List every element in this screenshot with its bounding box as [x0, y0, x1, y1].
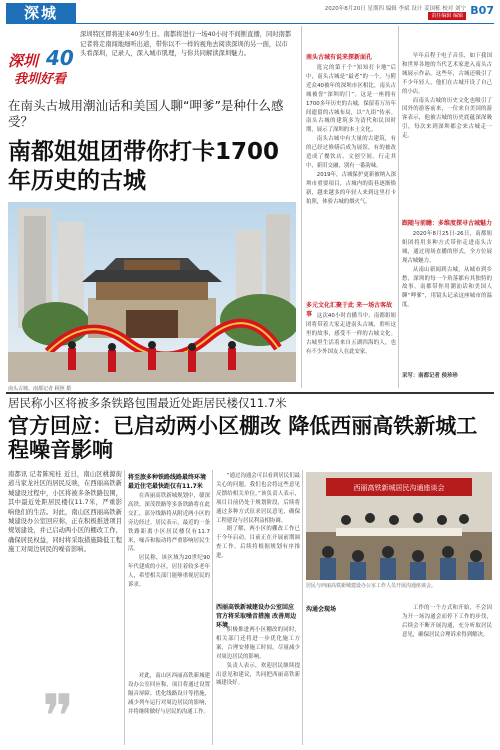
- second-column-a: [128, 492, 210, 590]
- column-divider: [212, 470, 213, 745]
- paragraph: 2020年8月25日-26日，南都姐姐团将用多种方式带你走进南头古城，通过现场直播的形式，全方位展现古城魅力。: [402, 231, 492, 264]
- section-label: 深城: [6, 3, 76, 23]
- paragraph: 这次40小时直播当中，南都姐姐团将带着大家走进南头古城，聆听这里的故事，感受不一样的古城文化。古城里生活着来自五湖四海的人，也有不少外国友人在此安家。: [306, 313, 396, 355]
- paragraph: 逛完的第千个“知知打卡地”后中，南头古城是“最老”的一个。与附近众40被年的深圳市区相比，南头古城被誉“深圳的门”。这是一座拥有1700多年历史的古城，保留着万历年间遗留的古城布局，以“九街”传承。南头古城的建筑多为清代和民国时期，展示了深圳的本土文化。: [306, 65, 396, 134]
- second-subhead-2: 西丽高铁新城建设办公室回应 官方将采取噪音措施 改善周边环境: [216, 604, 297, 629]
- paragraph: 负责人表示，欢迎居民继续提出意见和建议，共同把西丽高铁新城建设好。: [216, 662, 300, 687]
- paragraph: 从南山新闻到古城，从城市到乡愁，深圳的每一个角落都有其独特的故事。南都带你用潮汕话和美国人聊“呷爹”，用镜头记录这座城市的温度。: [402, 266, 492, 309]
- lead-subhead-1: 南头古城有说来探新面孔: [306, 54, 373, 61]
- second-column-b: [216, 472, 300, 561]
- second-subhead-1: 将至旅多种铁路线路最终环境 最近住宅最快距仅有11.7米: [128, 474, 207, 490]
- series-logo: [8, 46, 74, 90]
- second-column-a2: [128, 672, 210, 717]
- paragraph: 工作的一个方式和开始，不会因为开一场沟通会而停下工作的步伐，后续会不断开展沟通，充分听取居民意见，确保居民合理诉求得到解决。: [402, 605, 492, 638]
- paragraph: 积极推进两小区棚改的同时，相关部门还将进一步优化施工方案，合理安排施工时间，尽量减少对周边居民的影响。: [216, 627, 300, 660]
- second-headline: 官方回应：已启动两小区棚改 降低西丽高铁新城工程噪音影响: [8, 414, 478, 462]
- column-divider: [301, 26, 302, 388]
- paragraph: 南头古城中有大量的古建筑，有的已经过修缮后成为展馆，有的被改造成了餐饮店、文创空间。行走其中，新旧交融，别有一番韵味。: [306, 136, 396, 169]
- lead-photo-caption: 南头古城。南都记者 顾照 摄: [8, 386, 72, 392]
- paragraph: 对此，南山区西丽高铁新城建设办公室回应称，项目将通过设置隔音屏障、优化线路设计等措施，减少列车运行对周边居民的影响，并将继续做好与居民的沟通工作。: [128, 673, 210, 715]
- series-intro: 深圳特区即将迎来40岁生日。南都将进行一场40小时不间断直播，同时南都记者将走南闯地细听出道，带你以不一样的视角去阅读深圳的另一面，以市头看深圳，记录人，深入城市肌理，与你共同解读深圳魅力。: [80, 31, 292, 58]
- meeting-room-photo: [306, 472, 492, 580]
- second-column-c: [216, 626, 300, 688]
- lead-headline: 南都姐姐团带你打卡1700年历史的古城: [8, 139, 280, 194]
- paragraph: 早年启程于电子音乐，如下我国和世界各地的当代艺术家进入南头古城展示作品。这些年，古城还吸引了不少年轻人，他们在古城开设了自己的小店。: [402, 53, 492, 95]
- lead-subhead-3: 跟随与前瞻：多维度探寻古城魅力: [402, 220, 493, 227]
- page-number: B07: [470, 4, 494, 17]
- lead-kicker: 在南头古城用潮汕话和美国人聊“呷爹”是种什么感受？: [8, 98, 284, 129]
- second-column-d: [402, 604, 492, 640]
- paragraph: 据了解，两小区的棚改工作已于今年启动，目前正在开展前期调查工作，后续将根据规划有序推进。: [216, 526, 300, 560]
- meeting-banner-text: 西丽高铁新城居民沟通座谈会: [353, 484, 445, 492]
- column-divider: [398, 26, 399, 388]
- paragraph: 2019年，古城保护更新被纳入深圳市重要项目，古城内的街巷逐渐焕新，越来越多的年轻人来到这里打卡拍照，体验古城的烟火气。: [306, 171, 396, 205]
- second-kicker: 居民称小区将被多条铁路包围最近处距居民楼仅11.7米: [8, 396, 287, 410]
- lead-photo: [8, 202, 296, 382]
- dateline: 2020年8月20日 星期四 编辑 李斌 设计 姜国栎 校对 刘宁: [324, 6, 466, 12]
- meeting-photo-caption: 居民与西丽高铁新城建设办公室工作人员开展沟通座谈会。: [306, 583, 437, 589]
- lead-column-1b: [306, 312, 396, 357]
- column-divider: [124, 470, 125, 745]
- old-town-gate-photo: [8, 202, 296, 382]
- paragraph: 而南头古城的历史文化也吸引了国外的游客前来，一位来自美国的游客表示，他被古城的历史底蕴深深吸引，每次来到深圳都会来古城走一走。: [402, 97, 492, 140]
- editor-badge: 责任编辑 编辑: [428, 12, 466, 20]
- second-subhead-3: 沟通会现场: [306, 606, 337, 613]
- quote-mark-icon: ❞: [42, 682, 75, 750]
- lead-column-1: [306, 64, 396, 207]
- lead-column-2b: [402, 230, 492, 310]
- logo-number: 40: [46, 46, 74, 70]
- meeting-photo: [306, 472, 492, 580]
- lead-subhead-2: 多元文化汇聚于此 来一场古客故事: [306, 302, 393, 318]
- masthead: [0, 0, 500, 24]
- section-divider: [6, 392, 494, 394]
- lead-byline: 采写：南都记者 侯珍珍: [402, 373, 458, 379]
- column-divider: [302, 470, 303, 745]
- second-lead-paragraph: 南都讯 记者陈宛桂 近日，南山区桃源街道马家龙社区的居民反映，在西丽高铁新城建设过程中，小区将被多条铁路包围，其中最近处距居民楼仅11.7米，严重影响他们的生活。对此，南山区西丽高铁新城建设办公室回应称，正在积极推进项目规划建设，并已启动两小区的棚改工作，确保居民权益，同时将采取措施降低工程施工对周边居民的噪音影响。: [8, 471, 122, 554]
- paragraph: 居民称，该区域为20世纪90年代建成的小区，居住着较多老年人，希望相关部门能够重视居民的诉求。: [128, 555, 210, 589]
- lead-column-2: [402, 52, 492, 141]
- masthead-rule: [6, 23, 494, 24]
- paragraph: “通过沟通会可以看到居民们最关心的问题，我们也会将这些意见反馈给相关单位。”该负责人表示，项目目前仍处于规划阶段，后续将通过多种方式征求居民意见，确保工程建设与居民利益相协调。: [216, 473, 300, 524]
- logo-line2: 我圳好看: [14, 72, 67, 87]
- logo-line1: 深圳: [8, 52, 39, 70]
- paragraph: 在西丽高铁新城规划中，赣深高铁、深茂铁路等多条铁路将在此交汇，部分线路将从附近两小区的旁边经过。居民表示，最近的一条铁路距离小区居民楼仅有11.7米，噪音和振动将严重影响居民生活。: [128, 493, 210, 553]
